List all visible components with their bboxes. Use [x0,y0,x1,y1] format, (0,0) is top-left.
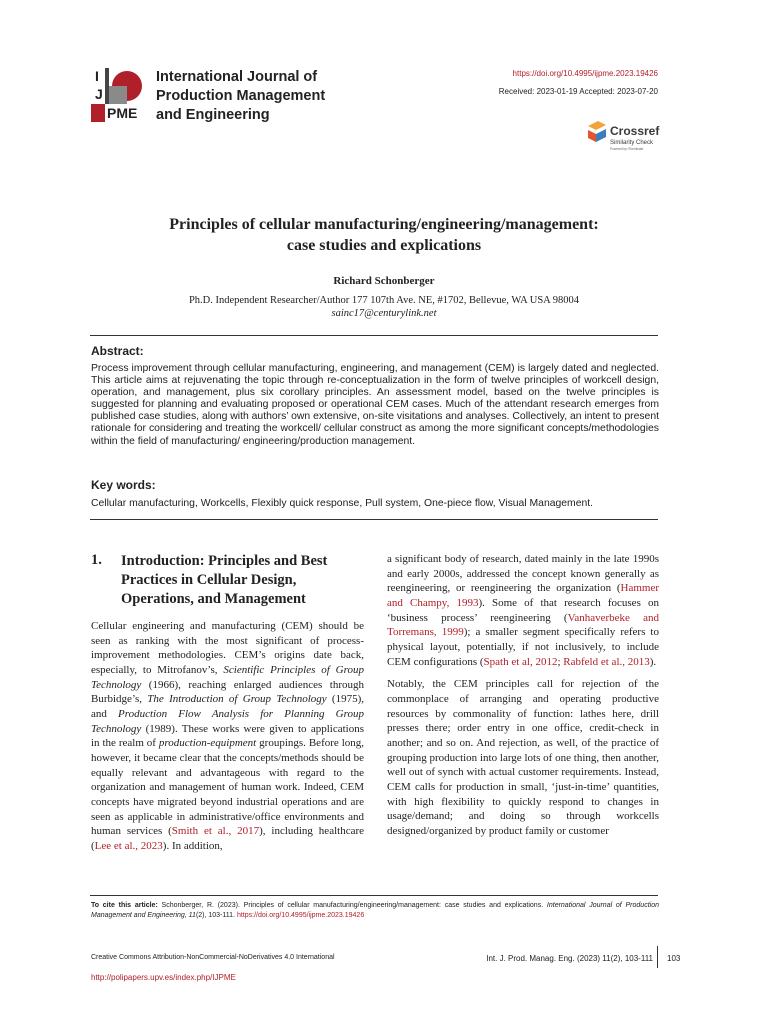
abstract-text: Process improvement through cellular manufacturing, engineering, and management (CEM) is largely dated and neglected. This article aims at rejuvenating the topic through re-conceptualization in the form of twelve principles of workcell design, operation, and management, plus six corollary principles. An assessment model, based on the twelve principles is suggested for planning and evaluating proposed or operational CEM cases. Much of the attendant research emerges from published case studies, along with authors’ own extensive, on-site visitations and analyses. Collectively, an intent to present rationale for considering and treating the workcell/ cellular construct as among the more significant concepts/methodologies within the field of manufacturing/ engineering/production management. [91,363,659,447]
journal-name-line: and Engineering [156,107,270,123]
journal-logo [91,68,147,122]
section-title: Introduction: Principles and Best Practices in Cellular Design, Operations, and Management [121,553,328,607]
right-column [387,552,659,838]
divider [90,519,658,520]
received-accepted-dates: Received: 2023-01-19 Accepted: 2023-07-20 [498,87,658,96]
author-email[interactable]: sainc17@centurylink.net [331,308,437,319]
crossref-icon-right [596,129,606,142]
left-column [91,619,364,854]
keywords-text: Cellular manufacturing, Workcells, Flexibly quick response, Pull system, One-piece flow, Visual Management. [91,498,594,509]
license-text: Creative Commons Attribution-NonCommercial-NoDerivatives 4.0 International [91,954,335,961]
footer-separator [657,946,658,968]
logo-letters-pme: PME [107,105,138,121]
journal-url-link[interactable]: http://polipapers.upv.es/index.php/IJPME [91,973,236,982]
crossref-similarity: Similarity Check [610,140,654,146]
journal-reference: Int. J. Prod. Manag. Eng. (2023) 11(2), 103-111 [486,954,653,963]
citation-link[interactable]: Lee et al., 2023 [94,839,163,852]
doi-link[interactable]: https://doi.org/10.4995/ijpme.2023.19426 [512,69,658,78]
crossref-powered-by: Powered by iThenticate [610,147,644,151]
divider [90,335,658,336]
page-number: 103 [667,954,681,963]
journal-name-line: International Journal of [156,69,318,85]
citation-link[interactable]: Spath et al, 2012 [483,655,558,668]
author-name: Richard Schonberger [333,275,435,287]
crossref-name: Crossref [610,124,660,138]
crossref-icon-left [588,130,596,142]
citation-link[interactable]: Rabfeld et al., 2013 [563,655,650,668]
title-line: case studies and explications [286,237,482,254]
divider [90,895,658,896]
article-title [90,214,678,256]
title-line: Principles of cellular manufacturing/engineering/management: [169,216,599,233]
citation-box: To cite this article: Schonberger, R. (2023). Principles of cellular manufacturing/engineering/management: case studies and explications. International Journal of Production Management and Engineering, 11(2), 103-111. https://doi.org/10.4995/ijpme.2023.19426 [91,902,659,919]
citation-link[interactable]: Vanhaverbeke and Torremans, 1999 [387,611,659,639]
paragraph: Cellular engineering and manufacturing (CEM) should be seen as ranking with the most significant of process-improvement methodologies. CEM’s origins date back, especially, to Mitrofanov’s, Scientific Principles of Group Technology (1966), reaching enlarged audiences through Burbidge’s, The Introduction of Group Technology (1975), and Production Flow Analysis for Planning Group Technology (1989). These works were given to applications in the realm of production-equipment groupings. Before long, however, it became clear that the concepts/methods should be equally relevant and advantageous with regard to the organization and management of human work. Indeed, CEM concepts have migrated beyond industrial operations and are seen as applicable in administrative/office environments and human services (Smith et al., 2017), including healthcare (Lee et al., 2023). In addition, [91,620,364,852]
abstract-heading: Abstract: [91,344,144,358]
crossref-badge[interactable] [586,120,666,154]
logo-letter-j: J [95,86,103,102]
citation-link[interactable]: Smith et al., 2017 [171,825,260,838]
paragraph: Notably, the CEM principles call for rejection of the commonplace of arranging and operating productive resources by commonality of function: lathes here, drill presses there; order entry in one office, credit-check in another; and so on. And rejection, as well, of the practice of grouping production into large lots of one thing, then another, well out of synch with actual customer requirements. Instead, CEM calls for production in small, ‘just-in-time’ quantities, with high flexibility to quickly respond to changes in usage/demand; and doing so through workcells designed/organized by product family or customer [387,678,659,837]
paragraph: a significant body of research, dated mainly in the late 1990s and early 2000s, addressed the concept known generally as reengineering, or reengineering the organization (Hammer and Champy, 1993). Some of that research focuses on ‘business process’ reengineering (Vanhaverbeke and Torremans, 1999); a smaller segment specifically refers to physical layout, potentially, if not inclusively, to include CEM configurations (Spath et al, 2012; Rabfeld et al., 2013). [387,553,659,668]
citation-link[interactable]: Hammer and Champy, 1993 [387,582,659,609]
section-number: 1. [91,552,102,568]
author-affiliation: Ph.D. Independent Researcher/Author 177 107th Ave. NE, #1702, Bellevue, WA USA 98004 [188,295,580,306]
logo-letter-i: I [95,68,99,84]
journal-name [156,68,325,125]
crossref-icon-top [588,121,606,130]
journal-name-line: Production Management [156,88,326,104]
cite-doi-link[interactable]: https://doi.org/10.4995/ijpme.2023.19426 [236,912,365,919]
keywords-heading: Key words: [91,478,156,492]
cite-label: To cite this article: [91,902,158,909]
